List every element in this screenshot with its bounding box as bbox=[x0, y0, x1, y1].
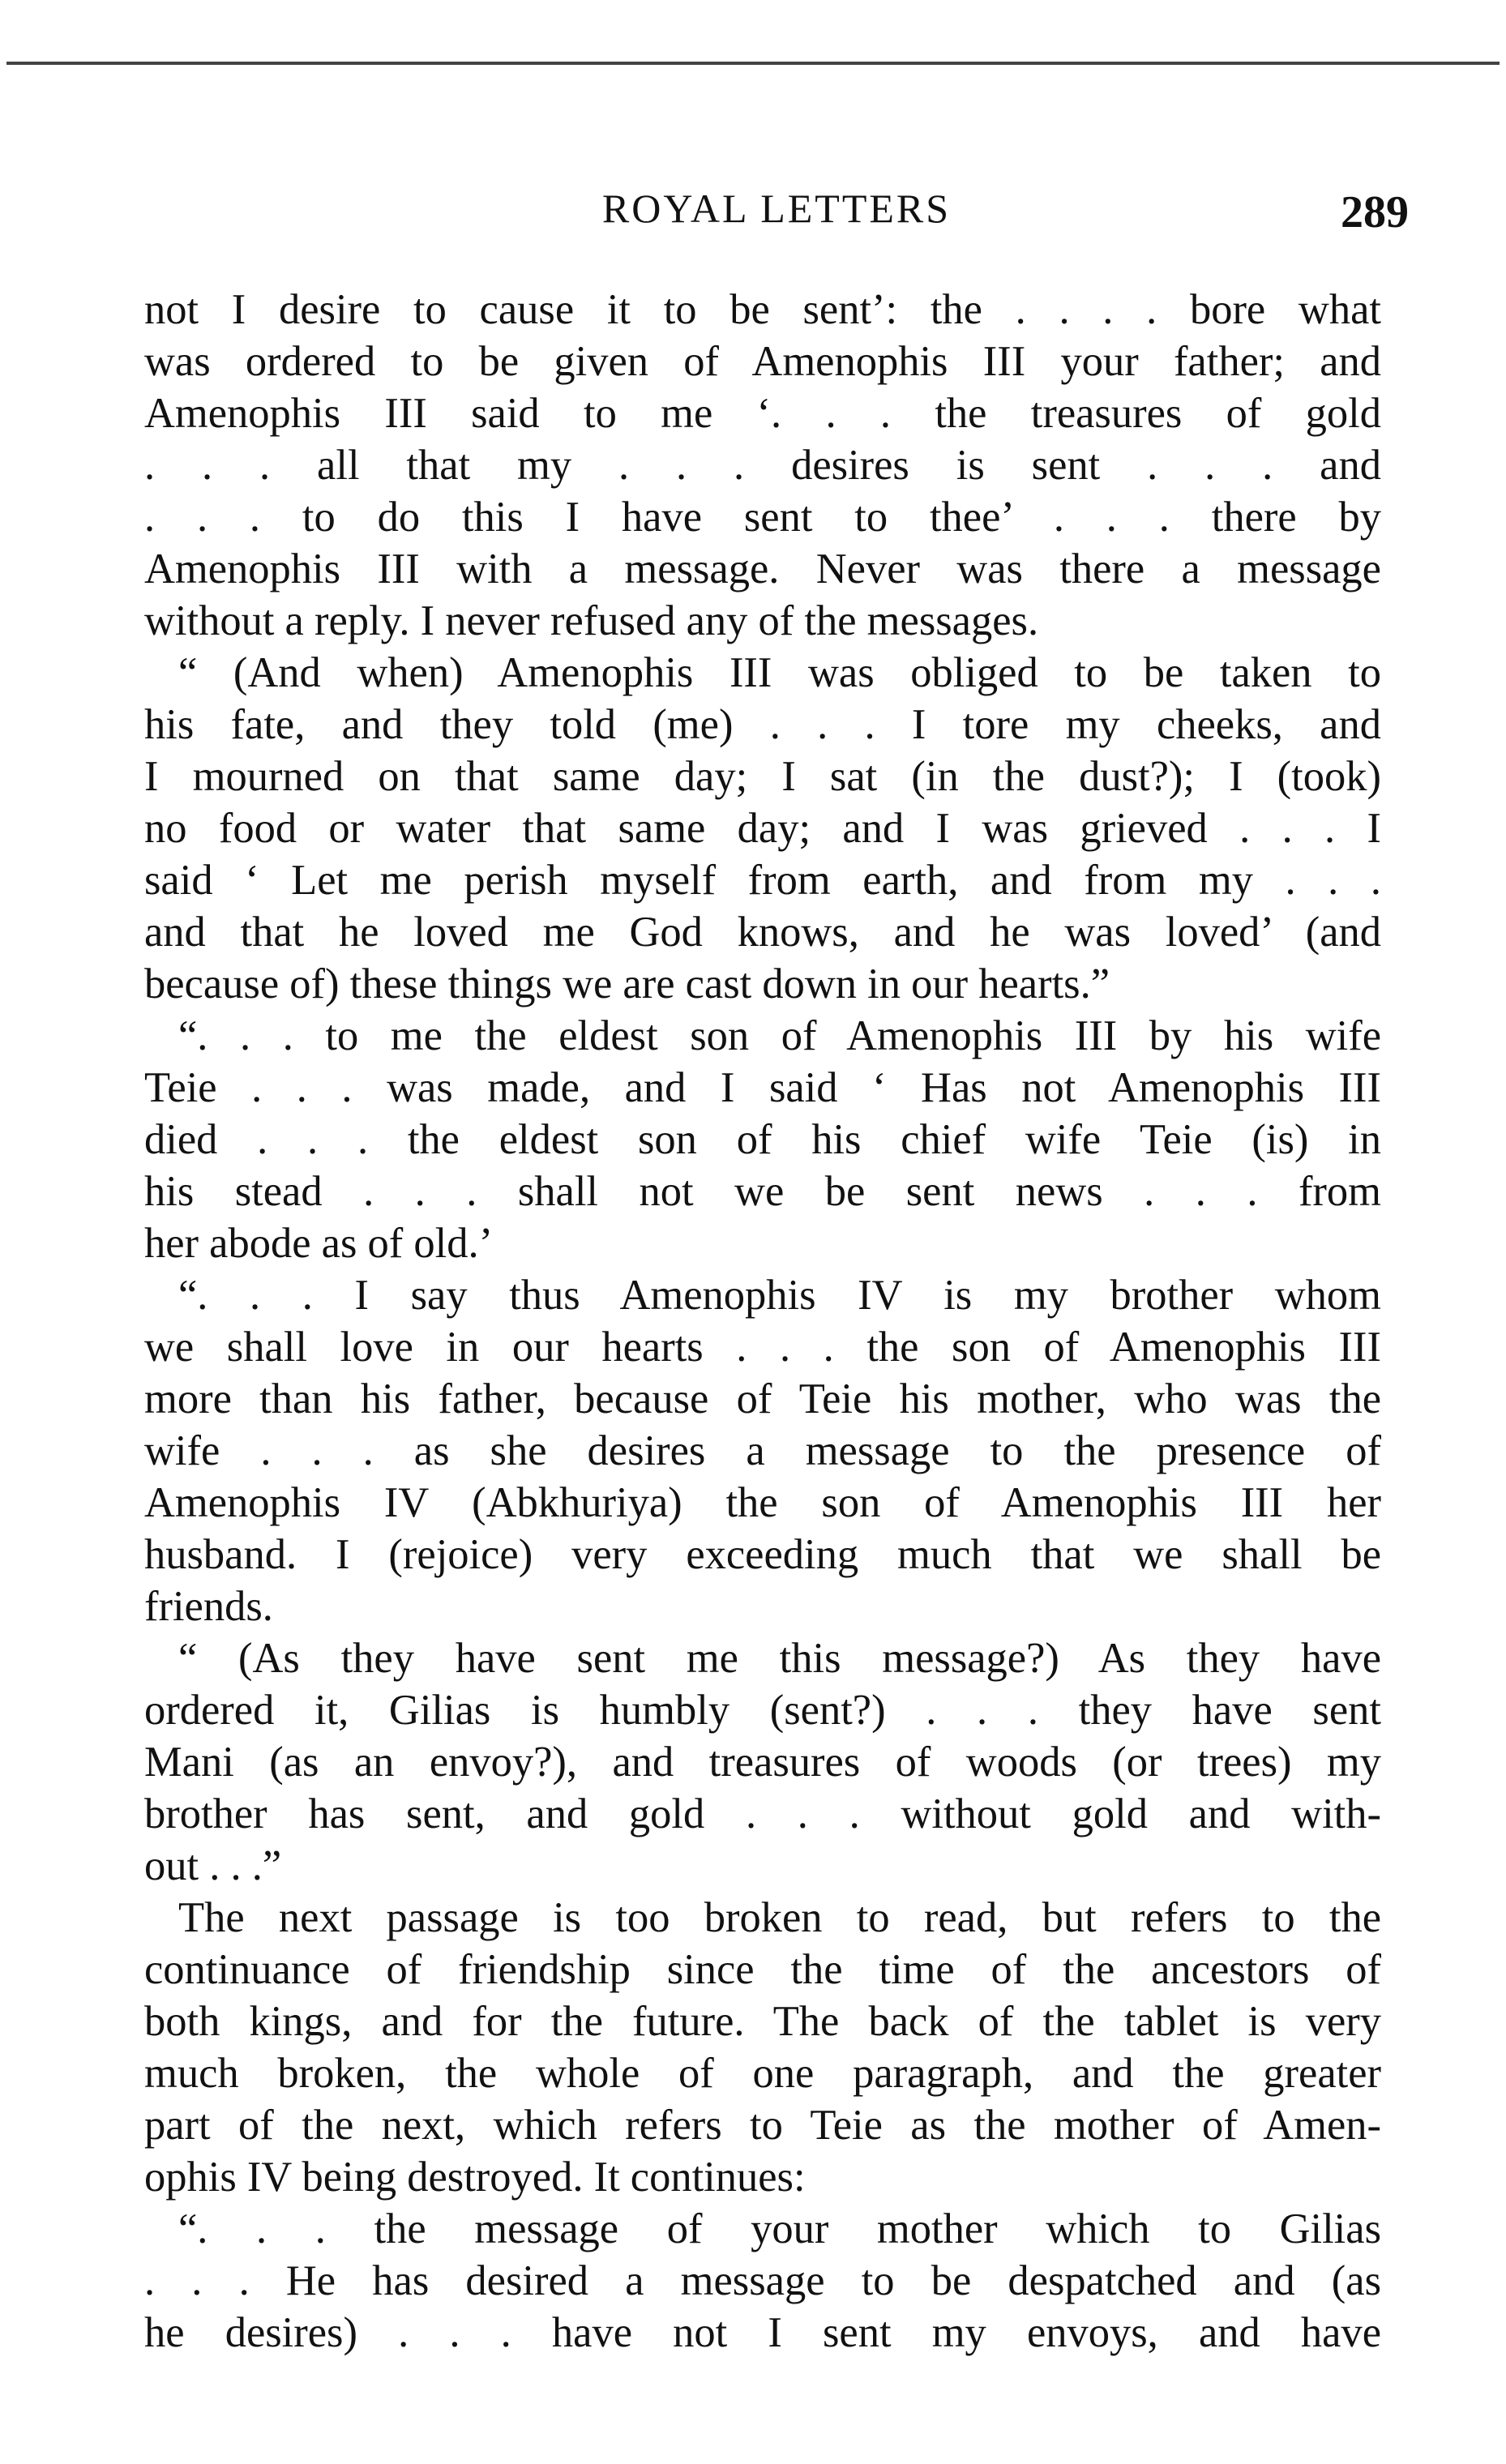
body-text bbox=[144, 284, 1381, 2359]
text-line: ordered it, Gilias is humbly (sent?) . . . they have sent bbox=[144, 1687, 1381, 1734]
text-line: his stead . . . shall not we be sent news . . . from bbox=[144, 1168, 1381, 1215]
text-line: ophis IV being destroyed. It continues: bbox=[144, 2154, 806, 2201]
text-line: “. . . the message of your mother which to Gilias bbox=[178, 2205, 1381, 2252]
text-line: part of the next, which refers to Teie as the mother of Amen- bbox=[144, 2102, 1381, 2149]
text-line: much broken, the whole of one paragraph, and the greater bbox=[144, 2050, 1381, 2097]
text-line: without a reply. I never refused any of the messages. bbox=[144, 597, 1039, 644]
text-line: . . . to do this I have sent to thee’ . . . there by bbox=[144, 494, 1381, 541]
text-line: because of) these things we are cast down in our hearts.” bbox=[144, 960, 1110, 1007]
text-line: Amenophis III said to me ‘. . . the treasures of gold bbox=[144, 390, 1381, 437]
text-line: both kings, and for the future. The back of the tablet is very bbox=[144, 1998, 1381, 2045]
text-line: “ (And when) Amenophis III was obliged to be taken to bbox=[178, 649, 1381, 696]
text-line: . . . all that my . . . desires is sent . . . and bbox=[144, 442, 1381, 489]
text-line: friends. bbox=[144, 1583, 273, 1630]
text-line: and that he loved me God knows, and he was loved’ (and bbox=[144, 909, 1381, 956]
text-line: Amenophis III with a message. Never was there a message bbox=[144, 545, 1381, 592]
text-line: continuance of friendship since the time of the ancestors of bbox=[144, 1946, 1381, 1993]
text-line: we shall love in our hearts . . . the son of Amenophis III bbox=[144, 1324, 1381, 1371]
top-rule bbox=[6, 62, 1500, 65]
text-line: died . . . the eldest son of his chief wife Teie (is) in bbox=[144, 1116, 1381, 1163]
text-line: her abode as of old.’ bbox=[144, 1220, 494, 1267]
text-line: The next passage is too broken to read, but refers to the bbox=[178, 1894, 1381, 1941]
text-line: out . . .” bbox=[144, 1842, 282, 1889]
text-line: “. . . to me the eldest son of Amenophis III by his wife bbox=[178, 1012, 1381, 1059]
text-line: said ‘ Let me perish myself from earth, and from my . . . bbox=[144, 857, 1381, 904]
running-head: ROYAL LETTERS bbox=[601, 186, 952, 231]
text-line: Mani (as an envoy?), and treasures of woods (or trees) my bbox=[144, 1739, 1381, 1786]
text-line: more than his father, because of Teie his mother, who was the bbox=[144, 1375, 1381, 1422]
text-line: he desires) . . . have not I sent my envoys, and have bbox=[144, 2309, 1381, 2356]
text-line: his fate, and they told (me) . . . I tore my cheeks, and bbox=[144, 701, 1381, 748]
text-line: “ (As they have sent me this message?) As they have bbox=[178, 1635, 1381, 1682]
text-line: . . . He has desired a message to be despatched and (as bbox=[144, 2257, 1381, 2304]
text-line: Amenophis IV (Abkhuriya) the son of Amenophis III her bbox=[144, 1479, 1381, 1526]
text-line: Teie . . . was made, and I said ‘ Has not Amenophis III bbox=[144, 1064, 1381, 1111]
text-line: wife . . . as she desires a message to the presence of bbox=[144, 1427, 1381, 1474]
text-line: I mourned on that same day; I sat (in the dust?); I (took) bbox=[144, 753, 1381, 800]
text-line: not I desire to cause it to be sent’: the . . . . bore what bbox=[144, 286, 1381, 333]
text-line: husband. I (rejoice) very exceeding much that we shall be bbox=[144, 1531, 1381, 1578]
text-line: was ordered to be given of Amenophis III your father; and bbox=[144, 338, 1381, 385]
page-header bbox=[144, 180, 1409, 245]
page-number: 289 bbox=[1341, 187, 1409, 237]
text-line: brother has sent, and gold . . . without gold and with- bbox=[144, 1790, 1381, 1837]
text-line: no food or water that same day; and I was grieved . . . I bbox=[144, 805, 1381, 852]
text-line: “. . . I say thus Amenophis IV is my brother whom bbox=[178, 1272, 1381, 1319]
